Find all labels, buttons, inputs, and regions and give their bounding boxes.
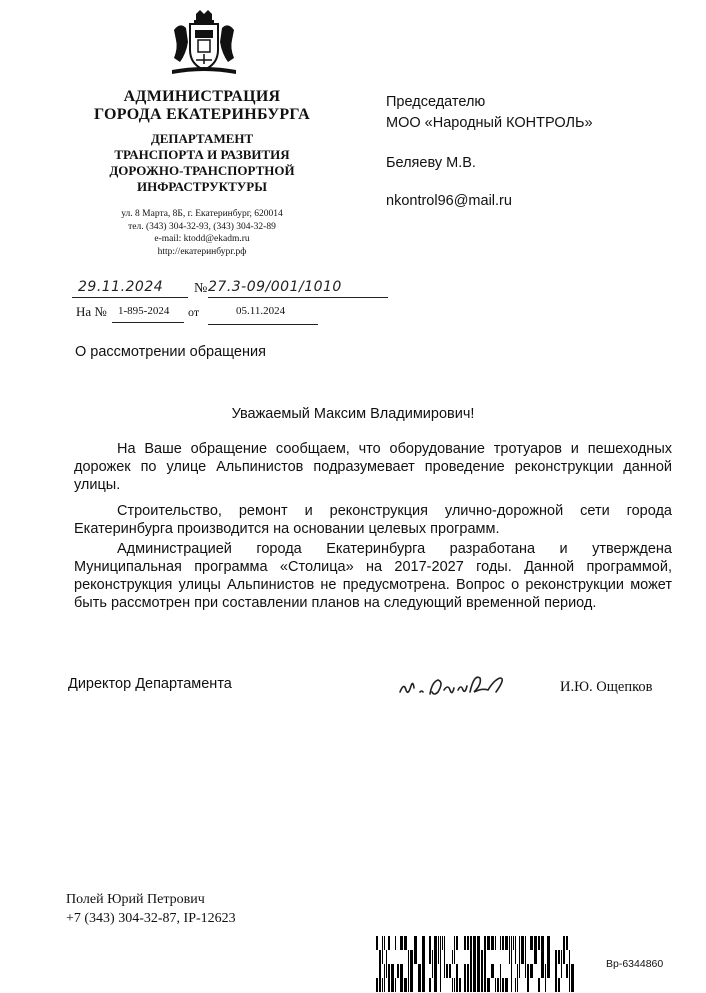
signatory-name: И.Ю. Ощепков — [560, 679, 653, 695]
barcode-bar — [545, 964, 546, 978]
reference-date-underline — [208, 324, 318, 325]
barcode-bar — [484, 978, 486, 992]
barcode-bar — [408, 978, 409, 992]
barcode-bar — [558, 950, 560, 964]
barcode-bar — [534, 950, 537, 964]
dept-line-4: ИНФРАСТРУКТУРЫ — [137, 179, 267, 194]
sender-contacts — [84, 208, 320, 258]
barcode-bar — [555, 964, 557, 978]
barcode-bar — [464, 964, 466, 978]
barcode-bar — [470, 978, 472, 992]
barcode-bar — [481, 964, 483, 978]
barcode-bar — [376, 978, 378, 992]
addressee-name: Беляеву М.В. — [386, 155, 476, 171]
barcode-bar — [569, 964, 570, 978]
barcode-bar — [376, 936, 378, 950]
barcode-bar — [500, 936, 501, 950]
barcode-bar — [547, 936, 550, 950]
barcode-bar — [555, 978, 557, 992]
barcode-bar — [477, 936, 480, 950]
body-paragraph-1: На Ваше обращение сообщаем, что оборудование тротуаров и пешеходных дорожек по улице Альпинистов подразумевает проведение реконструкции данной улицы. — [74, 441, 672, 493]
barcode-bar — [440, 950, 441, 964]
barcode-bar — [410, 978, 413, 992]
barcode-bar — [434, 978, 437, 992]
barcode-bar — [525, 950, 526, 964]
org-line-1: АДМИНИСТРАЦИЯ — [123, 88, 281, 105]
barcode-bar — [429, 950, 431, 964]
barcode-bar — [444, 936, 445, 950]
barcode-bar — [467, 964, 469, 978]
barcode-bar — [484, 936, 486, 950]
document-barcode — [376, 936, 576, 992]
barcode-bar — [521, 950, 524, 964]
handwritten-signature — [396, 670, 522, 700]
barcode-bar — [379, 950, 381, 964]
number-underline — [208, 297, 388, 298]
letter-greeting: Уважаемый Максим Владимирович! — [231, 406, 475, 422]
barcode-bar — [454, 936, 455, 950]
barcode-bar — [538, 978, 540, 992]
barcode-bar — [422, 936, 425, 950]
letter-subject: О рассмотрении обращения — [75, 344, 266, 360]
barcode-bar — [442, 936, 443, 950]
barcode-bar — [379, 964, 381, 978]
barcode-bar — [446, 964, 448, 978]
barcode-bar — [527, 964, 529, 978]
barcode-bar — [477, 978, 480, 992]
barcode-bar — [473, 950, 476, 964]
barcode-bar — [384, 978, 385, 992]
barcode-bar — [477, 950, 480, 964]
barcode-bar — [432, 964, 433, 978]
barcode-bar — [467, 936, 469, 950]
barcode-bar — [491, 964, 494, 978]
barcode-bar — [384, 964, 385, 978]
body-paragraph-2: Строительство, ремонт и реконструкция улично-дорожной сети города Екатеринбурга производится на основании целевых программ. — [74, 503, 672, 537]
barcode-bar — [517, 964, 518, 978]
barcode-bar — [432, 950, 433, 964]
barcode-bar — [382, 936, 383, 950]
barcode-bar — [452, 950, 453, 964]
barcode-bar — [561, 964, 562, 978]
barcode-bar — [497, 978, 499, 992]
barcode-bar — [563, 936, 565, 950]
barcode-bar — [459, 978, 461, 992]
barcode-bar — [382, 978, 383, 992]
barcode-bar — [509, 950, 510, 964]
barcode-bar — [545, 978, 546, 992]
barcode-bar — [541, 950, 544, 964]
barcode-bar — [569, 950, 570, 964]
barcode-bar — [502, 936, 504, 950]
barcode-bar — [408, 964, 409, 978]
performer-block — [66, 890, 236, 928]
reference-date: 05.11.2024 — [236, 305, 286, 317]
barcode-bar — [440, 978, 441, 992]
registration-number-handwritten: 27.3-09/001/1010 — [208, 279, 342, 295]
barcode-bar — [473, 978, 476, 992]
barcode-bar — [386, 950, 387, 964]
barcode-bar — [538, 936, 540, 950]
barcode-bar — [473, 936, 476, 950]
barcode-bar — [500, 964, 501, 978]
barcode-bar — [491, 936, 494, 950]
barcode-bar — [434, 936, 437, 950]
reference-label: На № — [76, 304, 107, 319]
barcode-bar — [470, 936, 472, 950]
dept-line-1: ДЕПАРТАМЕНТ — [150, 131, 254, 146]
barcode-bar — [519, 964, 520, 978]
document-id: Вр-6344860 — [606, 958, 664, 970]
barcode-bar — [515, 950, 516, 964]
barcode-bar — [534, 936, 537, 950]
barcode-bar — [418, 964, 421, 978]
barcode-bar — [395, 978, 396, 992]
barcode-bar — [473, 964, 476, 978]
barcode-bar — [434, 950, 437, 964]
reference-line — [76, 304, 336, 328]
barcode-bar — [444, 964, 445, 978]
barcode-bar — [481, 978, 483, 992]
barcode-bar — [397, 964, 399, 978]
barcode-bar — [410, 950, 413, 964]
barcode-bar — [517, 978, 518, 992]
barcode-bar — [477, 964, 480, 978]
signatory-role: Директор Департамента — [68, 676, 232, 692]
organization-name — [84, 88, 320, 124]
dept-line-2: ТРАНСПОРТА И РАЗВИТИЯ — [114, 147, 290, 162]
barcode-bar — [444, 950, 445, 964]
barcode-bar — [502, 978, 504, 992]
barcode-bar — [391, 978, 394, 992]
barcode-bar — [456, 978, 458, 992]
barcode-bar — [481, 950, 483, 964]
barcode-bar — [440, 936, 441, 950]
barcode-bar — [379, 978, 381, 992]
body-paragraph-3: Администрацией города Екатеринбурга разработана и утверждена Муниципальная программа «Столица» на 2017-2027 годы. Данной программой, реконструкция улицы Альпинистов не предусмотрена. Вопрос о реконструкции может быть рассмотрен при составлении планов на следующий временной период. — [74, 541, 672, 611]
barcode-bar — [454, 950, 455, 964]
dept-line-3: ДОРОЖНО-ТРАНСПОРТНОЙ — [109, 163, 295, 178]
registration-date-handwritten: 29.11.2024 — [78, 279, 164, 295]
barcode-bar — [511, 964, 512, 978]
barcode-bar — [495, 936, 496, 950]
addressee-organization: МОО «Народный КОНТРОЛЬ» — [386, 115, 593, 131]
barcode-bar — [566, 964, 568, 978]
barcode-bar — [456, 936, 458, 950]
barcode-bar — [500, 978, 501, 992]
barcode-bar — [434, 964, 437, 978]
barcode-bar — [449, 964, 451, 978]
barcode-bar — [527, 978, 529, 992]
barcode-bar — [571, 964, 574, 978]
performer-name: Полей Юрий Петрович — [66, 892, 205, 907]
barcode-bar — [429, 936, 431, 950]
barcode-bar — [505, 936, 508, 950]
barcode-bar — [467, 978, 469, 992]
barcode-bar — [391, 964, 394, 978]
org-line-2: ГОРОДА ЕКАТЕРИНБУРГА — [93, 106, 311, 123]
barcode-bar — [404, 936, 407, 950]
barcode-bar — [400, 964, 403, 978]
barcode-bar — [438, 936, 439, 950]
barcode-bar — [452, 978, 453, 992]
barcode-bar — [382, 950, 383, 964]
barcode-bar — [569, 978, 570, 992]
sender-website: http://екатеринбург.рф — [157, 246, 247, 257]
barcode-bar — [386, 964, 387, 978]
sender-email: e-mail: ktodd@ekadm.ru — [154, 234, 250, 244]
reference-from-label: от — [188, 305, 200, 319]
date-underline — [72, 297, 188, 298]
barcode-bar — [470, 964, 472, 978]
barcode-bar — [541, 936, 544, 950]
barcode-bar — [414, 936, 417, 950]
department-name — [84, 131, 320, 195]
barcode-bar — [395, 936, 396, 950]
barcode-bar — [541, 964, 544, 978]
addressee-email: nkontrol96@mail.ru — [386, 193, 512, 209]
barcode-bar — [525, 936, 526, 950]
registration-line — [72, 279, 392, 301]
barcode-bar — [422, 978, 425, 992]
barcode-bar — [418, 978, 421, 992]
barcode-bar — [505, 978, 508, 992]
number-sign: № — [194, 281, 208, 296]
barcode-bar — [388, 936, 390, 950]
barcode-bar — [388, 978, 390, 992]
barcode-bar — [404, 978, 407, 992]
barcode-bar — [558, 978, 560, 992]
barcode-bar — [408, 950, 409, 964]
barcode-bar — [388, 964, 390, 978]
barcode-bar — [547, 950, 550, 964]
barcode-bar — [495, 978, 496, 992]
barcode-bar — [513, 936, 514, 950]
barcode-bar — [384, 936, 385, 950]
barcode-bar — [515, 978, 516, 992]
barcode-bar — [521, 936, 524, 950]
barcode-bar — [509, 936, 510, 950]
barcode-bar — [563, 950, 565, 964]
barcode-bar — [414, 950, 417, 964]
barcode-bar — [456, 964, 458, 978]
sender-address: ул. 8 Марта, 8Б, г. Екатеринбург, 620014 — [121, 209, 283, 219]
coat-of-arms-emblem — [168, 8, 240, 80]
addressee-block — [386, 92, 686, 212]
barcode-bar — [464, 978, 466, 992]
barcode-bar — [484, 964, 486, 978]
sender-phone: тел. (343) 304-32-93, (343) 304-32-89 — [128, 221, 276, 232]
barcode-bar — [530, 936, 533, 950]
barcode-bar — [547, 964, 550, 978]
barcode-bar — [410, 964, 413, 978]
barcode-bar — [484, 950, 486, 964]
barcode-bar — [519, 936, 520, 950]
barcode-bar — [566, 936, 568, 950]
barcode-bar — [438, 950, 439, 964]
barcode-bar — [470, 950, 472, 964]
barcode-bar — [530, 964, 533, 978]
barcode-bar — [422, 950, 425, 964]
barcode-bar — [400, 936, 403, 950]
barcode-bar — [525, 964, 526, 978]
barcode-bar — [464, 936, 466, 950]
reference-number: 1-895-2024 — [118, 305, 170, 317]
letter-body — [74, 440, 672, 612]
barcode-bar — [561, 950, 562, 964]
barcode-bar — [429, 978, 431, 992]
barcode-bar — [519, 950, 520, 964]
barcode-bar — [511, 936, 512, 950]
barcode-bar — [511, 950, 512, 964]
barcode-bar — [511, 978, 512, 992]
reference-number-underline — [112, 322, 184, 323]
barcode-bar — [400, 978, 403, 992]
barcode-bar — [515, 936, 516, 950]
barcode-bar — [487, 936, 490, 950]
barcode-bar — [571, 978, 574, 992]
barcode-bar — [487, 978, 490, 992]
barcode-bar — [422, 964, 425, 978]
barcode-bar — [440, 964, 441, 978]
barcode-bar — [454, 978, 455, 992]
performer-phone: +7 (343) 304-32-87, IP-12623 — [66, 911, 236, 926]
addressee-title: Председателю — [386, 94, 486, 110]
barcode-bar — [555, 950, 557, 964]
